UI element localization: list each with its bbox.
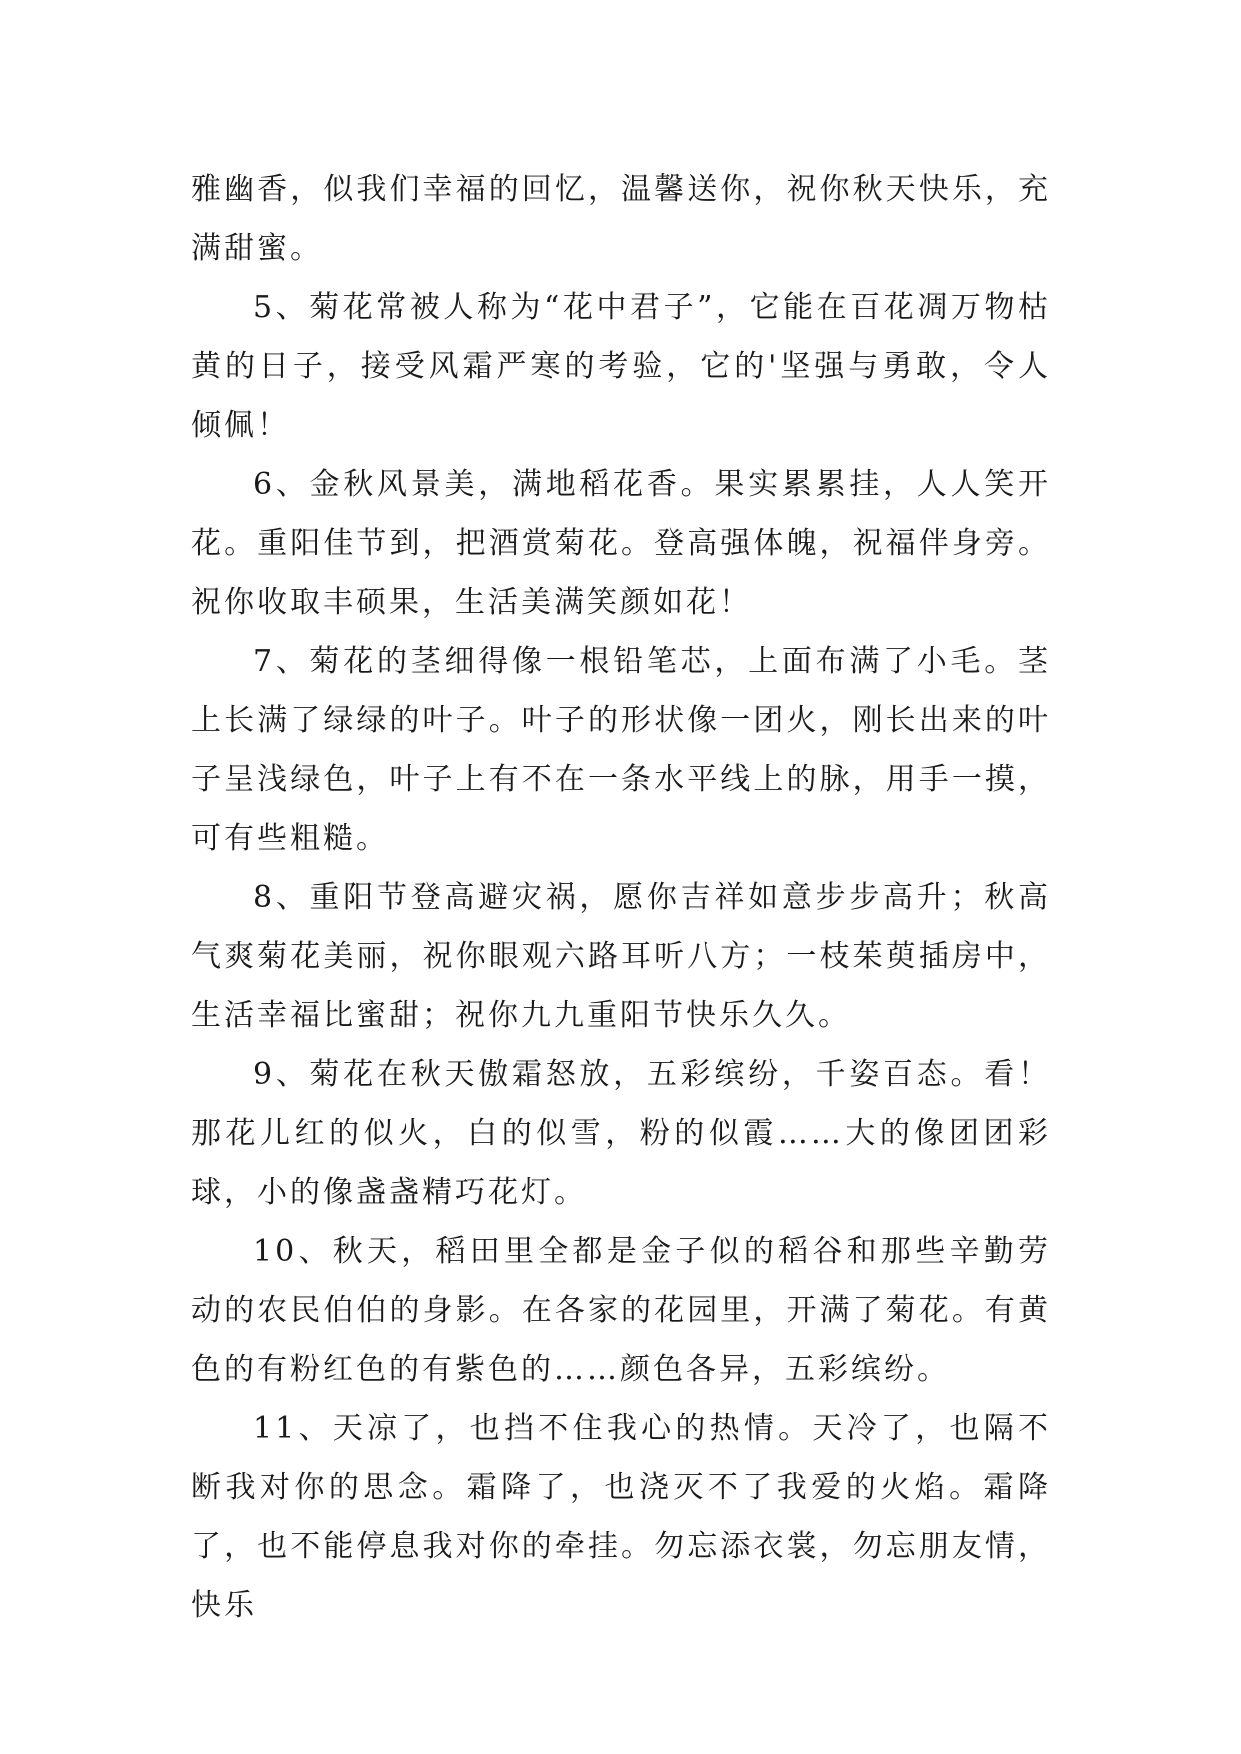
paragraph-continuation: 雅幽香，似我们幸福的回忆，温馨送你，祝你秋天快乐，充满甜蜜。 bbox=[191, 172, 1051, 266]
paragraph-item-8: 8、重阳节登高避灾祸，愿你吉祥如意步步高升；秋高气爽菊花美丽，祝你眼观六路耳听八方；一枝茱萸插房中，生活幸福比蜜甜；祝你九九重阳节快乐久久。 bbox=[191, 880, 1051, 1033]
paragraph-item-6: 6、金秋风景美，满地稻花香。果实累累挂，人人笑开花。重阳佳节到，把酒赏菊花。登高强体魄，祝福伴身旁。祝你收取丰硕果，生活美满笑颜如花！ bbox=[191, 467, 1051, 620]
paragraph-item-9: 9、菊花在秋天傲霜怒放，五彩缤纷，千姿百态。看！那花儿红的似火，白的似雪，粉的似霞……大的像团团彩球，小的像盏盏精巧花灯。 bbox=[191, 1057, 1051, 1210]
paragraph-item-5: 5、菊花常被人称为“花中君子”，它能在百花凋万物枯黄的日子，接受风霜严寒的考验，它的'坚强与勇敢，令人倾佩！ bbox=[191, 290, 1051, 443]
paragraph-item-11: 11、天凉了，也挡不住我心的热情。天冷了，也隔不断我对你的思念。霜降了，也浇灭不了我爱的火焰。霜降了，也不能停息我对你的牵挂。勿忘添衣裳，勿忘朋友情，快乐 bbox=[191, 1411, 1051, 1623]
paragraph-item-10: 10、秋天，稻田里全都是金子似的稻谷和那些辛勤劳动的农民伯伯的身影。在各家的花园里，开满了菊花。有黄色的有粉红色的有紫色的……颜色各异，五彩缤纷。 bbox=[191, 1234, 1051, 1387]
paragraph-item-7: 7、菊花的茎细得像一根铅笔芯，上面布满了小毛。茎上长满了绿绿的叶子。叶子的形状像一团火，刚长出来的叶子呈浅绿色，叶子上有不在一条水平线上的脉，用手一摸，可有些粗糙。 bbox=[191, 644, 1051, 856]
document-body bbox=[191, 160, 1051, 1635]
